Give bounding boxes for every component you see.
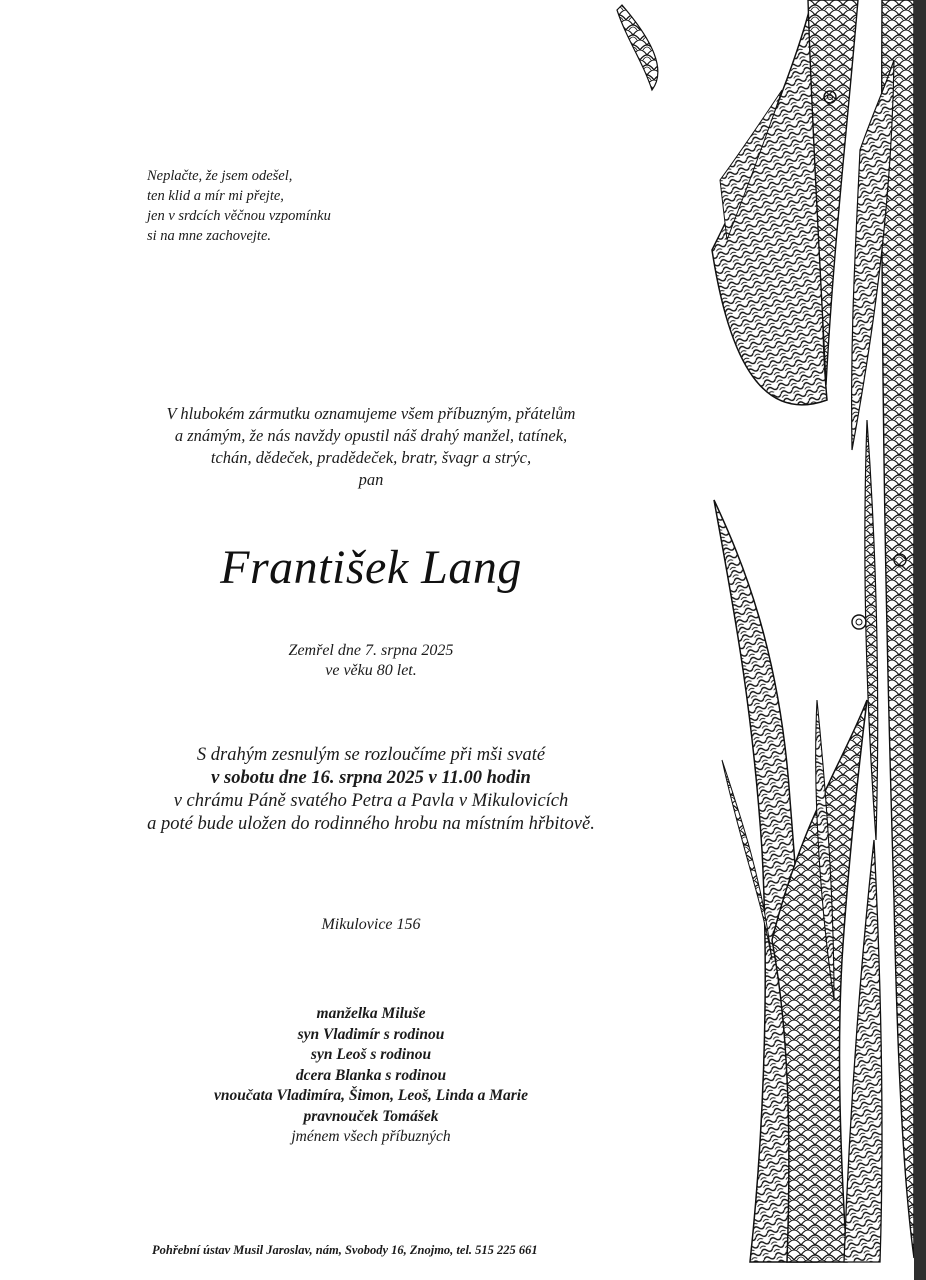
poem-line: Neplačte, že jsem odešel, [147, 168, 293, 184]
family-member: dcera Blanka s rodinou [295, 1066, 447, 1084]
poem-line: si na mne zachovejte. [147, 228, 272, 244]
poem-line: ten klid a mír mi přejte, [147, 188, 284, 204]
deceased-name: František Lang [220, 541, 522, 594]
family-member: syn Leoš s rodinou [310, 1046, 432, 1063]
ceremony-line: S drahým zesnulým se rozloučíme při mši svaté [196, 745, 546, 765]
family-member: syn Vladimír s rodinou [297, 1025, 445, 1043]
family-closing: jménem všech příbuzných [291, 1128, 451, 1145]
death-info [118, 641, 624, 681]
poem-line: jen v srdcích věčnou vzpomínku [147, 208, 331, 224]
ceremony-burial: a poté bude uložen do rodinného hrobu na místním hřbitově. [147, 814, 595, 834]
family-member: vnoučata Vladimíra, Šimon, Leoš, Linda a Marie [214, 1087, 528, 1104]
decorative-ornament [612, 0, 914, 1280]
ceremony-date: v sobotu dne 16. srpna 2025 v 11.00 hodin [211, 768, 531, 788]
family-address: Mikulovice 156 [321, 916, 421, 933]
death-age: ve věku 80 let. [325, 662, 417, 679]
announcement-line: V hlubokém zármutku oznamujeme všem příbuzným, přátelům [166, 404, 576, 423]
announcement-line: a známým, že nás navždy opustil náš drahý manžel, tatínek, [174, 426, 568, 445]
poem [147, 166, 447, 246]
funeral-service-footer: Pohřební ústav Musil Jaroslav, nám, Svobody 16, Znojmo, tel. 515 225 661 [152, 1243, 538, 1257]
family-member: pravnouček Tomášek [303, 1107, 439, 1125]
announcement-line: tchán, dědeček, pradědeček, bratr, švagr a strýc, [210, 448, 532, 467]
ceremony-info [100, 744, 642, 836]
death-date: Zemřel dne 7. srpna 2025 [288, 642, 454, 659]
announcement [118, 403, 624, 491]
family-member: manželka Miluše [316, 1005, 426, 1022]
ceremony-place: v chrámu Páně svatého Petra a Pavla v Mikulovicích [173, 791, 569, 811]
family-list [118, 1004, 624, 1148]
page-edge [914, 0, 926, 1280]
announcement-line: pan [358, 470, 384, 489]
